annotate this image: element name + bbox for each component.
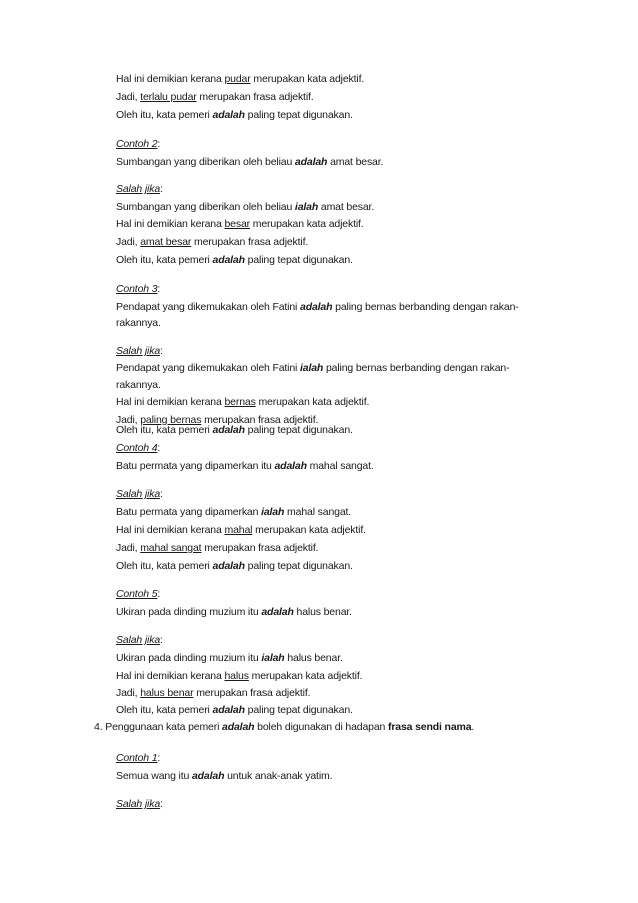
text-line <box>116 108 353 122</box>
text-line <box>116 651 343 665</box>
emphasis-text: adalah <box>294 156 328 168</box>
text-line <box>116 137 160 151</box>
text-segment: Sumbangan yang diberikan oleh beliau <box>116 156 295 168</box>
text-segment: merupakan kata adjektif. <box>250 73 365 85</box>
text-segment: halus benar. <box>293 606 352 618</box>
text-line <box>116 751 160 765</box>
emphasis-text: ialah <box>300 362 324 374</box>
text-segment: Jadi, <box>116 236 141 248</box>
text-line <box>116 669 362 683</box>
text-line <box>116 72 364 86</box>
text-line <box>116 182 163 196</box>
text-segment: merupakan frasa adjektif. <box>196 91 314 103</box>
emphasis-text: adalah <box>261 606 294 618</box>
text-segment: : <box>157 442 161 454</box>
text-line <box>116 703 353 717</box>
text-line <box>116 686 310 700</box>
text-line <box>116 587 160 601</box>
text-segment: paling tepat digunakan. <box>244 109 353 121</box>
emphasis-text: Salah jika <box>116 634 161 646</box>
text-segment: mahal sangat. <box>284 506 352 518</box>
emphasis-text: terlalu pudar <box>140 91 197 103</box>
emphasis-text: Contoh 2 <box>116 138 158 150</box>
emphasis-text: frasa sendi nama <box>388 721 472 733</box>
text-line <box>116 217 364 231</box>
text-segment: Jadi, <box>116 414 141 426</box>
text-line <box>116 300 519 314</box>
text-segment: rakannya. <box>116 317 161 329</box>
text-line <box>116 155 383 169</box>
text-segment: halus benar. <box>284 652 343 664</box>
text-line <box>116 459 374 473</box>
emphasis-text: bernas <box>224 396 256 408</box>
text-segment: Hal ini demikian kerana <box>116 396 225 408</box>
text-line <box>116 505 351 519</box>
emphasis-text: adalah <box>300 301 333 313</box>
text-line <box>116 395 369 409</box>
text-segment: merupakan kata adjektif. <box>248 670 363 682</box>
emphasis-text: Salah jika <box>116 798 161 810</box>
text-line <box>116 559 353 573</box>
text-segment: paling tepat digunakan. <box>244 704 353 716</box>
text-segment: merupakan frasa adjektif. <box>201 414 319 426</box>
text-segment: amat besar. <box>318 201 375 213</box>
text-line <box>116 423 353 437</box>
text-line <box>116 316 161 330</box>
text-segment: Semua wang itu <box>116 770 192 782</box>
text-segment: merupakan kata adjektif. <box>252 524 366 536</box>
text-segment: Batu permata yang dipamerkan itu <box>116 460 275 472</box>
text-line <box>116 633 163 647</box>
emphasis-text: adalah <box>212 704 245 716</box>
emphasis-text: Salah jika <box>116 183 161 195</box>
emphasis-text: ialah <box>294 201 319 213</box>
text-segment: merupakan frasa adjektif. <box>191 236 309 248</box>
text-segment: mahal sangat. <box>306 460 374 472</box>
text-line <box>116 487 163 501</box>
text-segment: 4. Penggunaan kata pemeri <box>94 721 223 733</box>
text-line <box>116 361 509 375</box>
emphasis-text: Contoh 3 <box>116 283 158 295</box>
emphasis-text: ialah <box>261 506 285 518</box>
emphasis-text: Contoh 5 <box>116 588 158 600</box>
text-line <box>116 344 163 358</box>
text-segment: Hal ini demikian kerana <box>116 218 225 230</box>
text-segment: Jadi, <box>116 91 141 103</box>
emphasis-text: ialah <box>261 652 285 664</box>
text-segment: merupakan frasa adjektif. <box>201 542 319 554</box>
text-line <box>116 90 314 104</box>
emphasis-text: adalah <box>212 424 245 436</box>
emphasis-text: Salah jika <box>116 488 161 500</box>
text-line <box>116 282 160 296</box>
text-segment: boleh digunakan di hadapan <box>254 721 388 733</box>
text-segment: Jadi, <box>116 687 141 699</box>
text-segment: Batu permata yang dipamerkan <box>116 506 262 518</box>
text-segment: paling bernas berbanding dengan rakan- <box>332 301 519 313</box>
emphasis-text: adalah <box>212 560 245 572</box>
text-segment: Hal ini demikian kerana <box>116 670 225 682</box>
text-segment: : <box>160 183 163 195</box>
text-segment: merupakan kata adjektif. <box>255 396 370 408</box>
emphasis-text: adalah <box>191 770 225 782</box>
emphasis-text: amat besar <box>140 236 192 248</box>
text-line <box>116 541 318 555</box>
text-segment: Hal ini demikian kerana <box>116 73 225 85</box>
text-segment: Oleh itu, kata pemeri <box>116 424 213 436</box>
emphasis-text: halus <box>224 670 249 682</box>
text-segment: Hal ini demikian kerana <box>116 524 225 536</box>
text-segment: : <box>160 345 163 357</box>
text-line <box>94 720 474 734</box>
text-segment: : <box>160 798 163 810</box>
emphasis-text: adalah <box>212 254 245 266</box>
emphasis-text: Contoh 1 <box>116 752 158 764</box>
text-segment: merupakan frasa adjektif. <box>193 687 311 699</box>
text-line <box>116 797 163 811</box>
text-line <box>116 523 366 537</box>
text-segment: Ukiran pada dinding muzium itu <box>116 652 262 664</box>
emphasis-text: adalah <box>274 460 307 472</box>
text-segment: : <box>157 588 161 600</box>
emphasis-text: Salah jika <box>116 345 161 357</box>
text-line <box>116 605 352 619</box>
text-line <box>116 441 160 455</box>
text-segment: untuk anak-anak yatim. <box>224 770 333 782</box>
text-segment: amat besar. <box>327 156 384 168</box>
text-segment: : <box>157 752 161 764</box>
text-segment: : <box>160 488 163 500</box>
emphasis-text: mahal sangat <box>140 542 202 554</box>
emphasis-text: besar <box>224 218 250 230</box>
text-line <box>116 235 308 249</box>
text-segment: Oleh itu, kata pemeri <box>116 704 213 716</box>
text-segment: . <box>471 721 475 733</box>
text-segment: paling tepat digunakan. <box>244 424 353 436</box>
text-segment: Pendapat yang dikemukakan oleh Fatini <box>116 301 301 313</box>
text-segment: : <box>157 138 161 150</box>
text-segment: Jadi, <box>116 542 141 554</box>
text-segment: paling tepat digunakan. <box>244 560 353 572</box>
text-segment: paling tepat digunakan. <box>244 254 353 266</box>
emphasis-text: mahal <box>224 524 253 536</box>
emphasis-text: Contoh 4 <box>116 442 158 454</box>
text-segment: rakannya. <box>116 379 161 391</box>
emphasis-text: adalah <box>222 721 255 733</box>
text-segment: paling bernas berbanding dengan rakan- <box>323 362 510 374</box>
text-segment: Oleh itu, kata pemeri <box>116 254 213 266</box>
text-segment: Oleh itu, kata pemeri <box>116 560 213 572</box>
text-segment: Pendapat yang dikemukakan oleh Fatini <box>116 362 301 374</box>
text-line <box>116 378 161 392</box>
emphasis-text: halus benar <box>140 687 194 699</box>
emphasis-text: paling bernas <box>140 414 202 426</box>
emphasis-text: adalah <box>212 109 245 121</box>
text-line <box>116 769 332 783</box>
emphasis-text: pudar <box>224 73 251 85</box>
text-segment: Sumbangan yang diberikan oleh beliau <box>116 201 295 213</box>
text-line <box>116 253 353 267</box>
text-segment: merupakan kata adjektif. <box>249 218 364 230</box>
text-segment: : <box>160 634 163 646</box>
text-segment: : <box>157 283 161 295</box>
text-segment: Oleh itu, kata pemeri <box>116 109 213 121</box>
text-segment: Ukiran pada dinding muzium itu <box>116 606 262 618</box>
text-line <box>116 200 374 214</box>
